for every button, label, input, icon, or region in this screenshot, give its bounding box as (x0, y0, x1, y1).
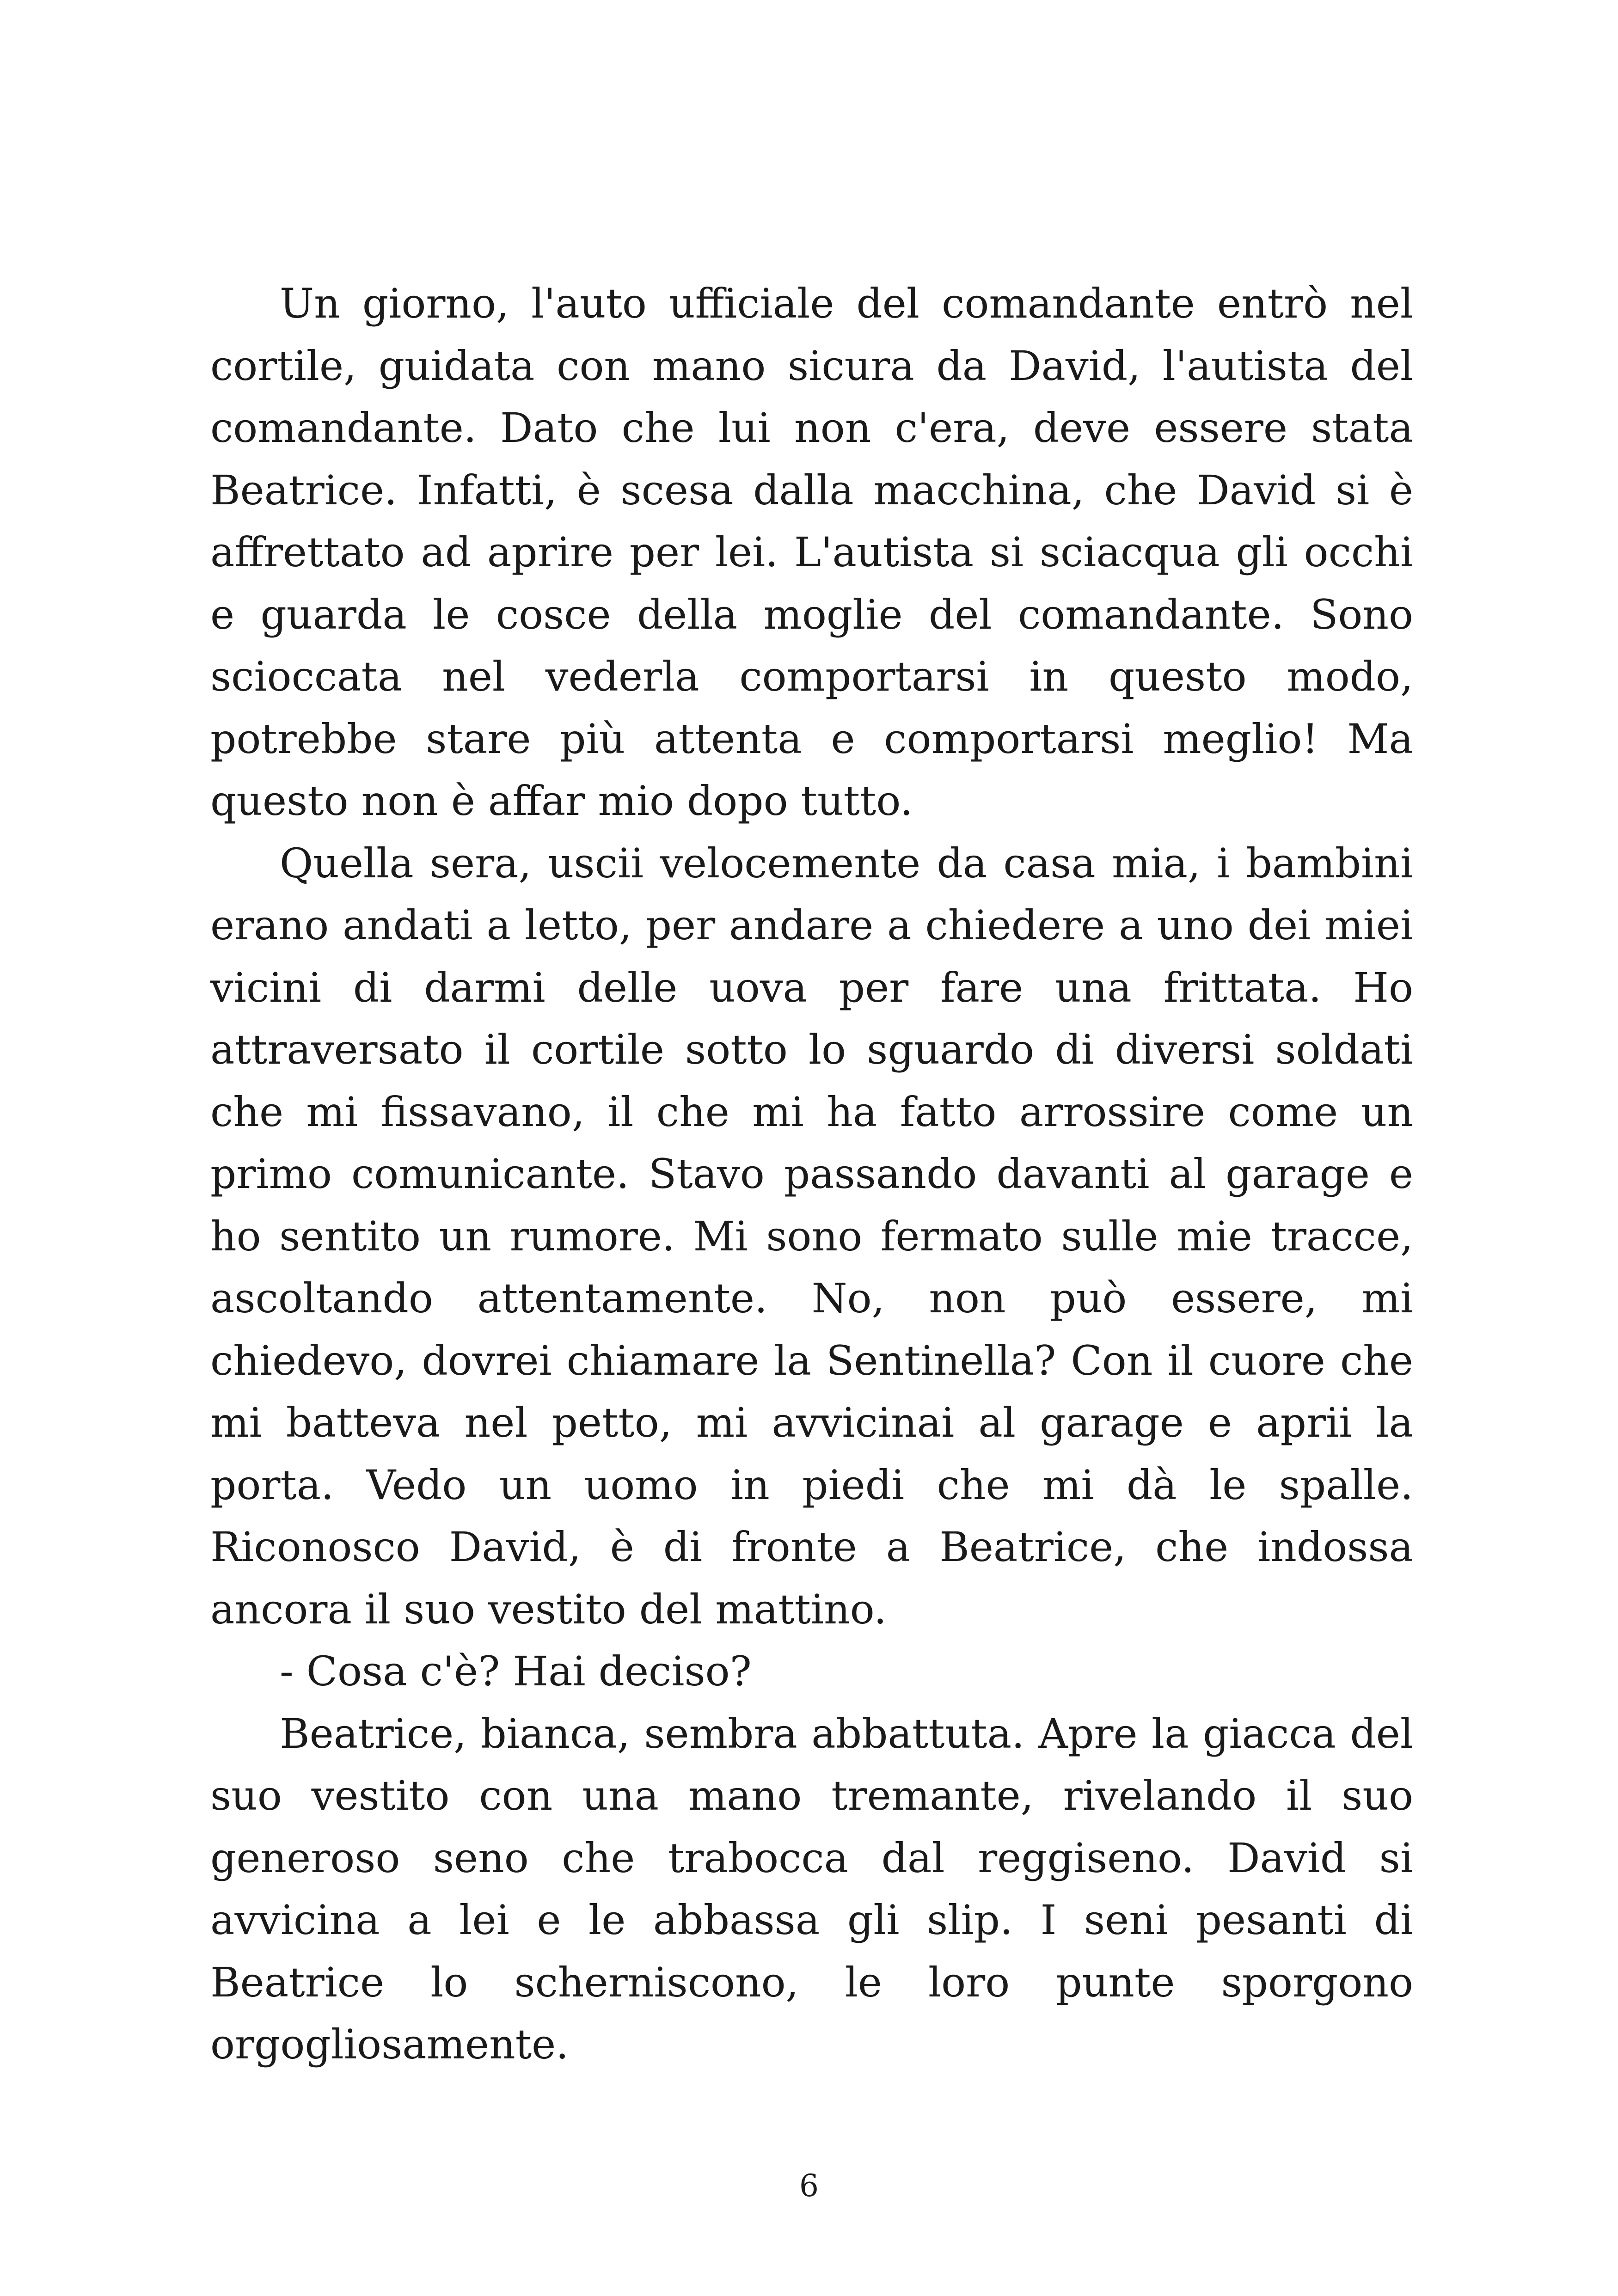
paragraph-2: Quella sera, uscii velocemente da casa mia, i bambini erano andati a letto, per andare a chiedere a uno dei miei vicini di darmi delle uova per fare una frittata. Ho attraversato il cortile sotto lo sguardo di diversi soldati che mi fissavano, il che mi ha fatto arrossire come un primo comunicante. Stavo passando davanti al garage e ho sentito un rumore. Mi sono fermato sulle mie tracce, ascoltando attentamente. No, non può essere, mi chiedevo, dovrei chiamare la Sentinella? Con il cuore che mi batteva nel petto, mi avvicinai al garage e aprii la porta. Vedo un uomo in piedi che mi dà le spalle. Riconosco David, è di fronte a Beatrice, che indossa ancora il suo vestito del mattino. (210, 839, 1413, 1633)
dialogue-line: - Cosa c'è? Hai deciso? (280, 1647, 752, 1695)
page-number: 6 (799, 2168, 819, 2204)
paragraph-4: Beatrice, bianca, sembra abbattuta. Apre la giacca del suo vestito con una mano tremante, rivelando il suo generoso seno che trabocca dal reggiseno. David si avvicina a lei e le abbassa gli slip. I seni pesanti di Beatrice lo scherniscono, le loro punte sporgono orgogliosamente. (210, 1709, 1413, 2068)
paragraph-1: Un giorno, l'auto ufficiale del comandante entrò nel cortile, guidata con mano sicura da David, l'autista del comandante. Dato che lui non c'era, deve essere stata Beatrice. Infatti, è scesa dalla macchina, che David si è affrettato ad aprire per lei. L'autista si sciacqua gli occhi e guarda le cosce della moglie del comandante. Sono scioccata nel vederla comportarsi in questo modo, potrebbe stare più attenta e comportarsi meglio! Ma questo non è affar mio dopo tutto. (210, 280, 1413, 825)
body-text (210, 273, 1413, 2076)
